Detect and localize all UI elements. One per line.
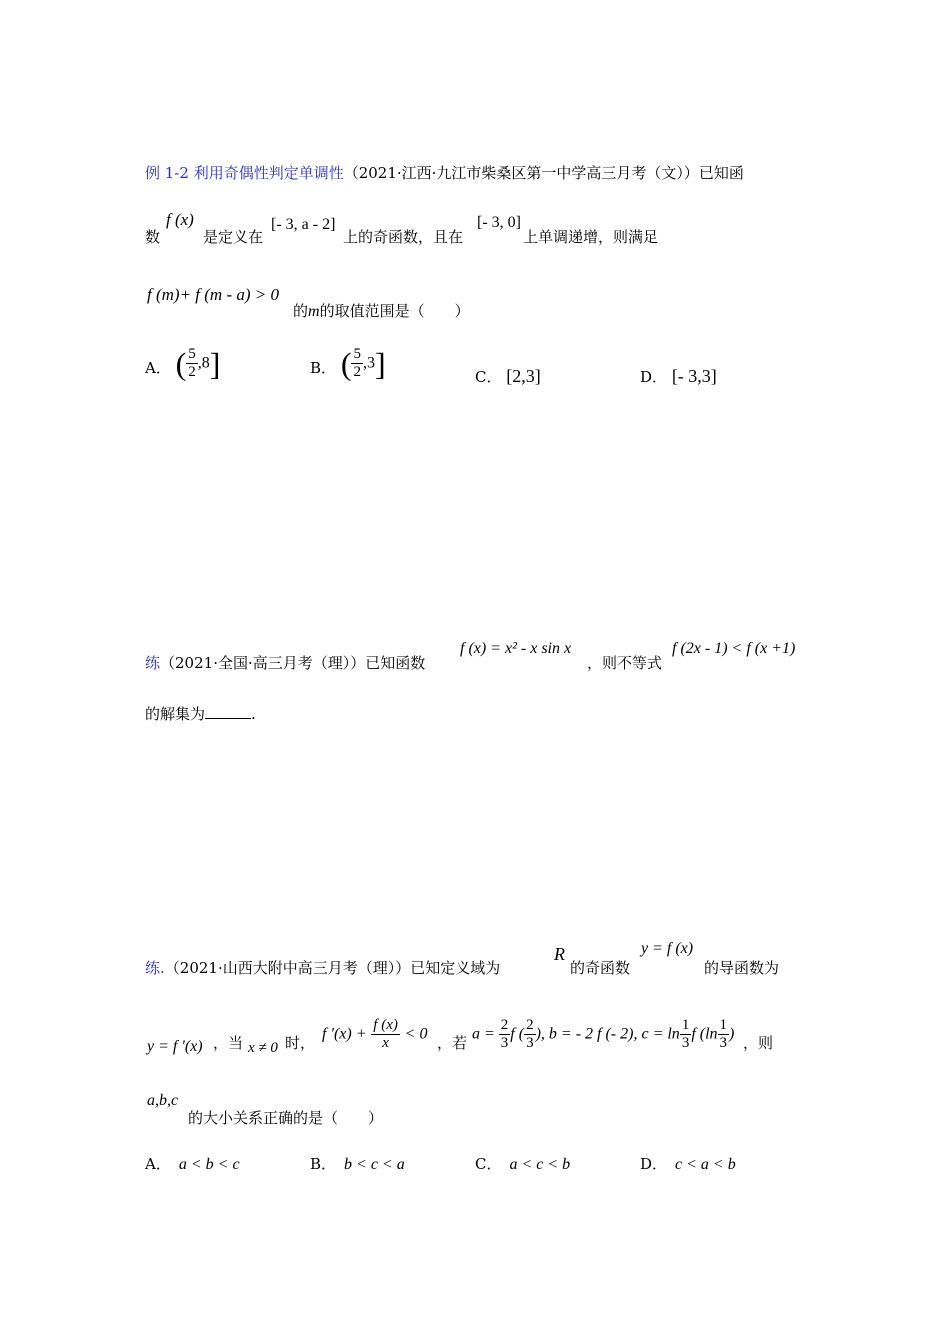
example-line-2d: 上单调递增，则满足 <box>523 228 659 246</box>
domain-interval: [- 3, a - 2] <box>271 216 336 233</box>
option-letter: B． <box>310 359 337 377</box>
abc-variables: a,b,c <box>147 1092 179 1109</box>
option-letter: D． <box>640 368 668 386</box>
option-letter: B． <box>310 1155 337 1173</box>
practice-1-comma: ，则不等式 <box>587 654 663 672</box>
bracket-close: ] <box>209 345 221 382</box>
question-text: 的取值范围是（ ） <box>319 302 470 320</box>
option-value: c < a < b <box>675 1156 736 1173</box>
practice-2-mid: 的奇函数 <box>570 959 631 977</box>
fraction <box>351 346 363 381</box>
practice-2-shi: 时， <box>285 1034 316 1052</box>
ineq-left: f ′(x) + <box>322 1025 367 1043</box>
f-ln: f (ln <box>691 1025 718 1043</box>
practice-label: 练. <box>145 959 165 977</box>
example-line-2c: 上的奇函数，且在 <box>343 228 464 246</box>
fraction-2-3-arg <box>524 1017 536 1052</box>
abc-definitions <box>472 1017 734 1052</box>
numerator: 2 <box>500 1017 509 1033</box>
practice-2-question: 的大小关系正确的是（ ） <box>188 1109 384 1127</box>
p2-option-c[interactable] <box>475 1153 570 1174</box>
fx-expression: f (x) <box>166 210 194 229</box>
derivative-expression: y = f ′(x) <box>147 1038 203 1055</box>
example-line-2b: 是定义在 <box>203 228 264 246</box>
denominator: 3 <box>719 1035 728 1051</box>
example-label: 例 1-2 利用奇偶性判定单调性 <box>145 164 344 182</box>
answer-blank[interactable] <box>205 704 251 719</box>
option-letter: A． <box>145 1155 171 1173</box>
denominator: 3 <box>526 1035 534 1051</box>
period: . <box>251 705 256 723</box>
denominator: x <box>382 1035 389 1051</box>
denominator: 2 <box>188 364 196 380</box>
numerator: 1 <box>681 1017 690 1033</box>
practice-2-heading <box>145 957 500 978</box>
set-R: R <box>554 944 565 964</box>
practice-2-when: ，当 <box>213 1034 244 1052</box>
practice-1-heading <box>145 652 425 673</box>
bracket-open: ( <box>340 345 352 382</box>
b-c-defs: ), b = - 2 f (- 2), c = ln <box>535 1025 680 1043</box>
denominator: 3 <box>500 1035 509 1051</box>
option-letter: C． <box>475 368 502 386</box>
practice-2-ruo: ，若 <box>437 1034 468 1052</box>
y-equals-fx: y = f (x) <box>641 940 694 957</box>
denominator: 3 <box>681 1035 690 1051</box>
numerator: 2 <box>526 1017 534 1033</box>
close-paren: ) <box>729 1025 735 1043</box>
solution-text: 的解集为 <box>145 705 206 723</box>
example-1-2-heading <box>145 162 744 183</box>
inequality-expression: f (2x - 1) < f (x +1) <box>672 640 796 657</box>
option-letter: D． <box>640 1155 668 1173</box>
option-letter: A． <box>145 359 171 377</box>
f-open: f ( <box>510 1025 525 1043</box>
option-b[interactable] <box>310 346 386 381</box>
fraction <box>186 346 198 381</box>
example-line-2a: 数 <box>145 228 161 246</box>
numerator: 1 <box>719 1017 728 1033</box>
text-de: 的 <box>293 302 309 320</box>
option-d[interactable] <box>640 366 717 387</box>
fraction-1-3 <box>680 1017 692 1052</box>
option-c[interactable] <box>475 366 541 387</box>
a-def: a = <box>472 1025 499 1043</box>
option-letter: C． <box>475 1155 502 1173</box>
example-source: （2021·江西·九江市柴桑区第一中学高三月考（文））已知函 <box>343 164 744 182</box>
denominator: 2 <box>353 364 361 380</box>
condition-x-ne-0: x ≠ 0 <box>248 1040 278 1056</box>
practice-source: （2021·山西大附中高三月考（理））已知定义域为 <box>164 959 501 977</box>
practice-2-tail: 的导函数为 <box>704 959 780 977</box>
bracket-open: ( <box>175 345 187 382</box>
fraction-fx-over-x <box>371 1017 400 1052</box>
numerator: 5 <box>353 346 361 362</box>
inequality-expression: f (m)+ f (m - a) > 0 <box>147 285 279 304</box>
numerator: f (x) <box>373 1017 398 1033</box>
p2-option-a[interactable] <box>145 1153 240 1174</box>
option-rest: ,3 <box>362 354 375 372</box>
practice-label: 练 <box>145 654 161 672</box>
option-value: [- 3,3] <box>671 366 717 386</box>
bracket-close: ] <box>374 345 386 382</box>
option-value: b < c < a <box>344 1156 405 1173</box>
function-definition: f (x) = x² - x sin x <box>460 640 572 657</box>
option-value: a < b < c <box>178 1156 240 1173</box>
p2-option-d[interactable] <box>640 1153 736 1174</box>
fraction-1-3-arg <box>718 1017 730 1052</box>
practice-2-then: ，则 <box>743 1034 774 1052</box>
ineq-right: < 0 <box>404 1025 428 1043</box>
p2-option-b[interactable] <box>310 1153 405 1174</box>
option-a[interactable] <box>145 346 220 381</box>
practice-1-line-2 <box>145 703 256 724</box>
fraction-2-3 <box>499 1017 511 1052</box>
variable-m: m <box>308 303 320 320</box>
option-value: a < c < b <box>509 1156 571 1173</box>
numerator: 5 <box>188 346 196 362</box>
derivative-inequality <box>322 1017 427 1052</box>
option-value: [2,3] <box>506 366 541 386</box>
practice-source: （2021·全国·高三月考（理））已知函数 <box>160 654 426 672</box>
option-rest: ,8 <box>197 354 210 372</box>
example-line-3a <box>293 300 470 321</box>
monotone-interval: [- 3, 0] <box>477 214 521 231</box>
